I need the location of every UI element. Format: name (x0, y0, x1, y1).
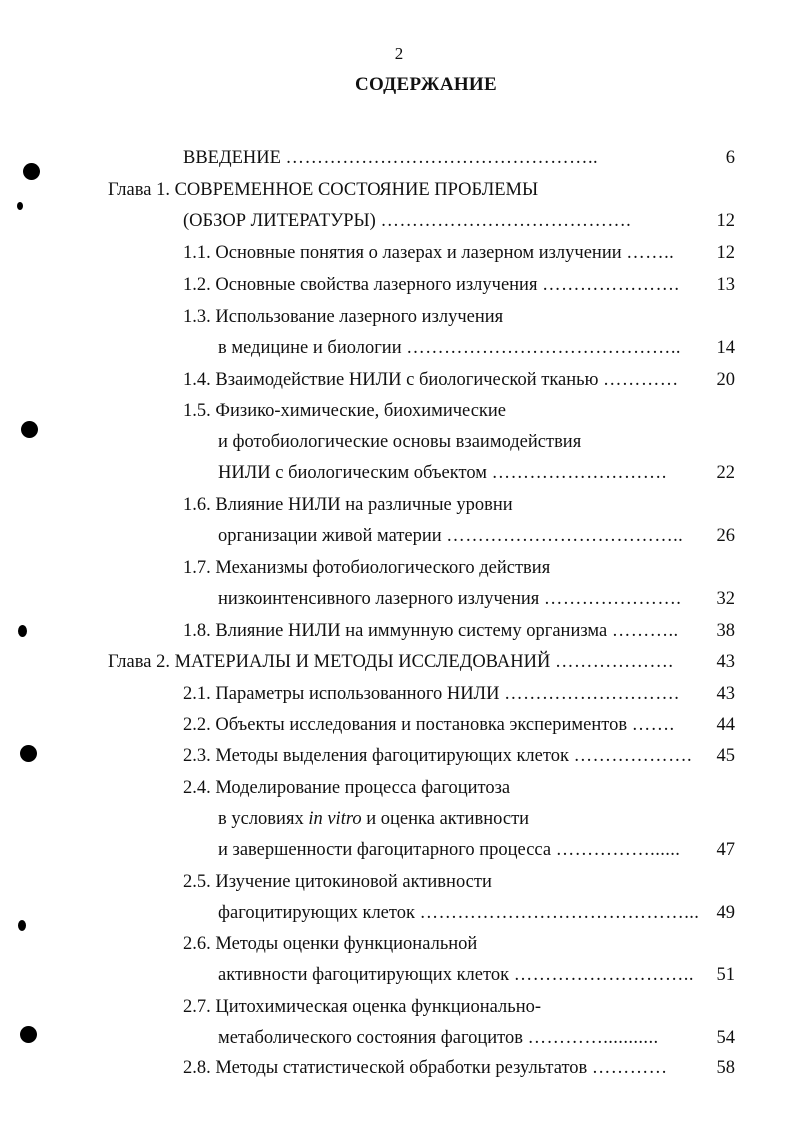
margin-dot (17, 202, 23, 210)
margin-dot (20, 1026, 37, 1043)
toc-text: 1.7. Механизмы фотобиологического действия (183, 558, 551, 578)
toc-entry-2-4 (183, 776, 510, 800)
toc-text: (ОБЗОР ЛИТЕРАТУРЫ) (183, 211, 376, 231)
toc-text: 2.5. Изучение цитокиновой активности (183, 872, 492, 892)
toc-entry-1-4 (183, 368, 679, 392)
toc-text: 2.4. Моделирование процесса фагоцитоза (183, 778, 511, 798)
toc-entry-1-2 (183, 273, 679, 297)
margin-dot (18, 625, 27, 637)
toc-leader: …………........... (527, 1028, 659, 1048)
page-title: СОДЕРЖАНИЕ (355, 74, 497, 95)
toc-page-number: 14 (716, 338, 735, 358)
toc-leader: ……. (631, 715, 675, 735)
toc-text: активности фагоцитирующих клеток (218, 965, 510, 985)
page-number: 2 (394, 44, 404, 63)
toc-entry-2-1 (183, 682, 679, 706)
toc-text-part: в условиях (218, 809, 309, 829)
toc-leader: …………………. (543, 589, 682, 609)
toc-page-number: 20 (716, 370, 735, 390)
toc-entry-1-5 (183, 399, 506, 423)
toc-entry-2-4-cont2 (218, 838, 680, 862)
toc-text: 1.2. Основные свойства лазерного излучения (183, 275, 538, 295)
toc-text-italic: in vitro (308, 809, 362, 829)
toc-entry-1-8 (183, 619, 679, 643)
toc-entry-1-6 (183, 493, 513, 517)
toc-page-number: 43 (716, 652, 735, 672)
toc-page-number: 38 (716, 621, 735, 641)
toc-entry-1-3 (183, 305, 503, 329)
toc-page-number: 12 (716, 243, 735, 263)
toc-leader: ……………………….. (513, 965, 694, 985)
toc-page-number: 12 (716, 211, 735, 231)
toc-entry-2-7-cont (218, 1026, 659, 1050)
toc-leader: …………………………………. (380, 211, 632, 231)
toc-entry-2-5 (183, 870, 492, 894)
toc-text: 1.6. Влияние НИЛИ на различные уровни (183, 495, 513, 515)
toc-leader: ………… (591, 1058, 668, 1078)
toc-page-number: 54 (716, 1028, 735, 1048)
toc-leader: …………………. (542, 275, 680, 295)
toc-text: 2.8. Методы статистической обработки результатов (183, 1058, 588, 1078)
toc-entry-1-5-cont (218, 430, 581, 454)
toc-entry-chapter2 (108, 650, 673, 674)
toc-entry-chapter1-cont (183, 209, 631, 233)
toc-text: НИЛИ с биологическим объектом (218, 463, 487, 483)
toc-text: 1.4. Взаимодействие НИЛИ с биологической тканью (183, 370, 599, 390)
toc-text: 1.1. Основные понятия о лазерах и лазерном излучении (183, 243, 622, 263)
toc-text: 2.7. Цитохимическая оценка функционально- (183, 997, 542, 1017)
toc-leader: ………………………. (491, 463, 667, 483)
toc-entry-1-3-cont (218, 336, 681, 360)
toc-text: 1.5. Физико-химические, биохимические (183, 401, 507, 421)
toc-text: и завершенности фагоцитарного процесса (218, 840, 552, 860)
toc-text: 2.3. Методы выделения фагоцитирующих клеток (183, 746, 569, 766)
toc-text: организации живой материи (218, 526, 442, 546)
toc-entry-2-6 (183, 932, 477, 956)
toc-entry-chapter1 (108, 178, 538, 202)
toc-leader: ……………………………………... (419, 903, 700, 923)
toc-entry-1-7-cont (218, 587, 681, 611)
toc-text: Глава 2. МАТЕРИАЛЫ И МЕТОДЫ ИССЛЕДОВАНИЙ (108, 652, 551, 672)
toc-page-number: 6 (725, 148, 735, 168)
toc-text: 2.2. Объекты исследования и постановка экспериментов (183, 715, 628, 735)
toc-text: ВВЕДЕНИЕ (183, 148, 281, 168)
toc-entry-2-8 (183, 1056, 668, 1080)
toc-text: 1.3. Использование лазерного излучения (183, 307, 504, 327)
toc-page-number: 13 (716, 275, 735, 295)
toc-entry-2-2 (183, 713, 675, 737)
toc-leader: …………………………………….. (406, 338, 681, 358)
margin-dot (20, 745, 37, 762)
toc-text: 2.1. Параметры использованного НИЛИ (183, 684, 500, 704)
toc-page-number: 22 (716, 463, 735, 483)
toc-entry-1-7 (183, 556, 550, 580)
toc-leader: ………………………. (504, 684, 680, 704)
toc-entry-2-4-cont (218, 807, 529, 831)
toc-text: в медицине и биологии (218, 338, 402, 358)
margin-dot (18, 920, 26, 931)
toc-text: 2.6. Методы оценки функциональной (183, 934, 478, 954)
toc-text: фагоцитирующих клеток (218, 903, 415, 923)
toc-text: низкоинтенсивного лазерного излучения (218, 589, 540, 609)
toc-page-number: 49 (716, 903, 735, 923)
toc-leader: ………………. (554, 652, 674, 672)
toc-entry-2-3 (183, 744, 692, 768)
toc-text: и фотобиологические основы взаимодействия (218, 432, 582, 452)
toc-page-number: 32 (716, 589, 735, 609)
toc-text-part: и оценка активности (361, 809, 530, 829)
toc-entry-1-5-cont2 (218, 461, 667, 485)
toc-page-number: 44 (716, 715, 735, 735)
toc-entry-1-6-cont (218, 524, 683, 548)
toc-entry-2-7 (183, 995, 541, 1019)
toc-leader: …….. (626, 243, 675, 263)
toc-leader: ………………………………………….. (285, 148, 598, 168)
toc-entry-introduction (183, 146, 598, 170)
toc-text: 1.8. Влияние НИЛИ на иммунную систему организма (183, 621, 608, 641)
toc-page-number: 51 (716, 965, 735, 985)
toc-page-number: 43 (716, 684, 735, 704)
toc-leader: ……………………………….. (446, 526, 684, 546)
toc-page-number: 47 (716, 840, 735, 860)
toc-leader: ……………...... (555, 840, 681, 860)
toc-page-number: 58 (716, 1058, 735, 1078)
toc-entry-1-1 (183, 241, 674, 265)
toc-text: метаболического состояния фагоцитов (218, 1028, 523, 1048)
toc-leader: ……….. (611, 621, 679, 641)
toc-leader: ………… (603, 370, 679, 390)
margin-dot (23, 163, 40, 180)
toc-entry-2-5-cont (218, 901, 699, 925)
margin-dot (21, 421, 38, 438)
toc-page-number: 45 (716, 746, 735, 766)
toc-leader: ………………. (573, 746, 693, 766)
toc-entry-2-6-cont (218, 963, 694, 987)
toc-text: Глава 1. СОВРЕМЕННОЕ СОСТОЯНИЕ ПРОБЛЕМЫ (108, 180, 539, 200)
toc-page-number: 26 (716, 526, 735, 546)
